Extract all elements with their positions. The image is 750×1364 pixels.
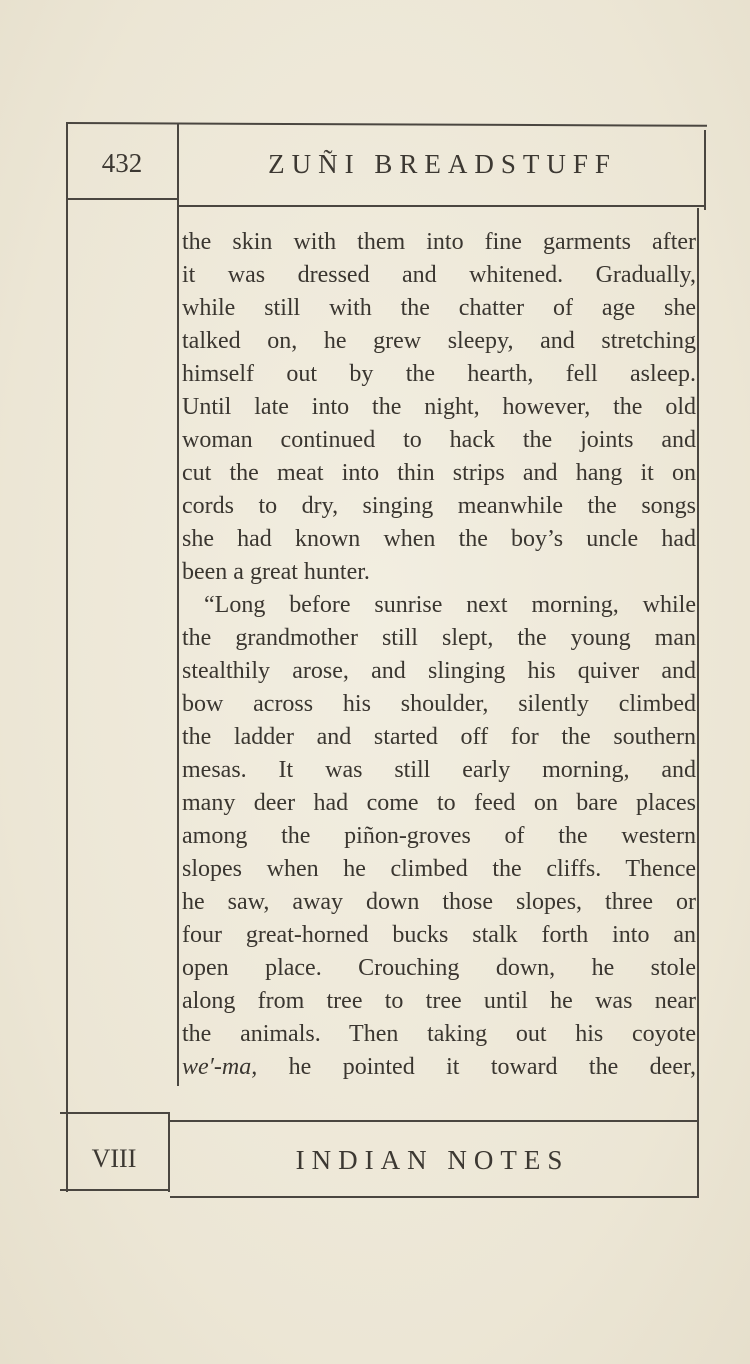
- text-line: cords to dry, singing meanwhile the songs: [182, 493, 696, 519]
- text-line: the skin with them into fine garments after: [182, 229, 696, 255]
- outer-left-rule: [66, 122, 68, 1192]
- text-line: himself out by the hearth, fell asleep.: [182, 361, 696, 387]
- header-rule-left: [67, 198, 178, 200]
- body-text: [182, 226, 696, 1084]
- text-line: among the piñon-groves of the western: [182, 823, 696, 849]
- paragraph-end-line: been a great hunter.: [182, 559, 370, 585]
- text-line: woman continued to hack the joints and: [182, 427, 696, 453]
- text-line: while still with the chatter of age she: [182, 295, 696, 321]
- text-line: the animals. Then taking out his coyote: [182, 1021, 696, 1047]
- text-line: cut the meat into thin strips and hang it on: [182, 460, 696, 486]
- bottom-rule-right: [170, 1196, 698, 1198]
- text-line: slopes when he climbed the cliffs. Thence: [182, 856, 696, 882]
- text-line: it was dressed and whitened. Gradually,: [182, 262, 696, 288]
- text-line: talked on, he grew sleepy, and stretching: [182, 328, 696, 354]
- volume-number: VIII: [91, 1144, 137, 1173]
- text-line: Until late into the night, however, the old: [182, 394, 696, 420]
- text-line: mesas. It was still early morning, and: [182, 757, 696, 783]
- text-line: open place. Crouching down, he stole: [182, 955, 696, 981]
- running-head: ZUÑI BREADSTUFF: [268, 148, 617, 179]
- bottom-rule-left: [60, 1189, 170, 1191]
- text-right-rule: [697, 208, 699, 1198]
- paragraph-start-line: “Long before sunrise next morning, while: [204, 592, 696, 618]
- page-number: 432: [101, 147, 143, 178]
- text-line: she had known when the boy’s uncle had: [182, 526, 696, 552]
- footer-rule-right: [170, 1120, 697, 1122]
- outer-top-rule: [67, 122, 707, 127]
- text-line: stealthily arose, and slinging his quiver and: [182, 658, 696, 684]
- italic-term: we′-ma,: [182, 1054, 258, 1080]
- text-line: the grandmother still slept, the young man: [182, 625, 696, 651]
- text-line: many deer had come to feed on bare places: [182, 790, 696, 816]
- text-line: he saw, away down those slopes, three or: [182, 889, 696, 915]
- text-line: four great-horned bucks stalk forth into an: [182, 922, 696, 948]
- series-title: INDIAN NOTES: [295, 1144, 570, 1175]
- text-line-final: [182, 1051, 696, 1084]
- footer-rule-left: [60, 1112, 170, 1114]
- final-line-rest: he pointed it toward the deer,: [257, 1054, 696, 1080]
- text-line: bow across his shoulder, silently climbed: [182, 691, 696, 717]
- inner-left-rule: [177, 124, 179, 1086]
- text-line: the ladder and started off for the southern: [182, 724, 696, 750]
- header-rule-right: [179, 205, 705, 207]
- text-line: along from tree to tree until he was near: [182, 988, 696, 1014]
